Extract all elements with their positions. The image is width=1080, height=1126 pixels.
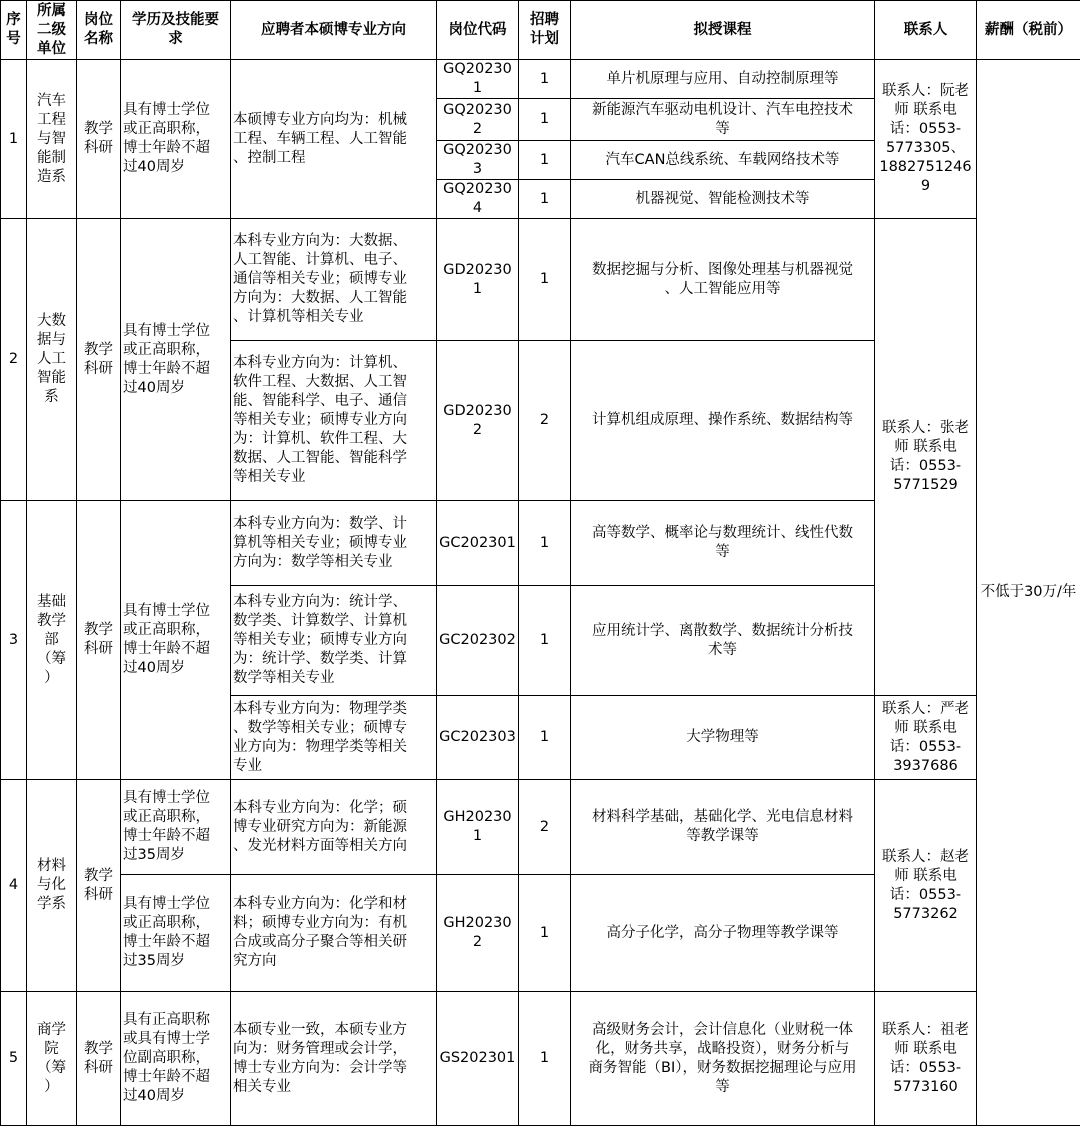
requirement-cell: 具有博士学位 或正高职称， 博士年龄不超 过40周岁: [121, 501, 231, 780]
contact-cell: 联系人：赵老 师 联系电 话：0553- 5773262: [875, 780, 977, 992]
table-row: [1, 992, 1080, 1126]
plan-cell: 1: [519, 141, 571, 180]
contact-cell: 联系人：祖老 师 联系电 话：0553- 5773160: [875, 992, 977, 1126]
plan-cell: 2: [519, 341, 571, 501]
header-salary: 薪酬（税前）: [977, 1, 1080, 60]
unit-cell: 基础 教学 部 （筹 ）: [27, 501, 77, 780]
major-cell: 本科专业方向为：统计学、 数学类、计算数学、计算机 等相关专业；硕博专业方向 为：统计学、数学类、计算 数学等相关专业: [231, 586, 437, 696]
plan-cell: 1: [519, 501, 571, 586]
seq-cell: 5: [1, 992, 27, 1126]
contact-cell: 联系人：张老 师 联系电 话：0553- 5771529: [875, 219, 977, 696]
course-cell: 高级财务会计，会计信息化（业财税一体 化，财务共享，战略投资），财务分析与 商务智能（BI），财务数据挖掘理论与应用 等: [571, 992, 875, 1126]
header-course: 拟授课程: [571, 1, 875, 60]
code-cell: GQ202303: [437, 141, 519, 180]
salary-cell: 不低于30万/年: [977, 60, 1080, 1126]
seq-cell: 1: [1, 60, 27, 219]
course-cell: 机器视觉、智能检测技术等: [571, 180, 875, 219]
code-cell: GS202301: [437, 992, 519, 1126]
unit-cell: 商学 院 （筹 ）: [27, 992, 77, 1126]
code-cell: GD202301: [437, 219, 519, 341]
code-cell: GC202303: [437, 696, 519, 780]
header-requirement: 学历及技能要 求: [121, 1, 231, 60]
plan-cell: 1: [519, 60, 571, 99]
plan-cell: 2: [519, 780, 571, 875]
course-cell: 单片机原理与应用、自动控制原理等: [571, 60, 875, 99]
course-cell: 应用统计学、离散数学、数据统计分析技 术等: [571, 586, 875, 696]
header-position: 岗位 名称: [77, 1, 121, 60]
code-cell: GQ202304: [437, 180, 519, 219]
position-cell: 教学 科研: [77, 501, 121, 780]
position-cell: 教学 科研: [77, 60, 121, 219]
major-cell: 本科专业方向为：化学和材 料；硕博专业方向为：有机 合成或高分子聚合等相关研 究方向: [231, 875, 437, 992]
table-row: [1, 60, 1080, 99]
code-cell: GC202301: [437, 501, 519, 586]
contact-cell: 联系人：阮老 师 联系电 话：0553- 5773305、 18827512469: [875, 60, 977, 219]
plan-cell: 1: [519, 99, 571, 141]
seq-cell: 2: [1, 219, 27, 501]
code-cell: GH202301: [437, 780, 519, 875]
position-cell: 教学 科研: [77, 992, 121, 1126]
plan-cell: 1: [519, 219, 571, 341]
seq-cell: 3: [1, 501, 27, 780]
requirement-cell: 具有博士学位 或正高职称， 博士年龄不超 过35周岁: [121, 780, 231, 875]
header-code: 岗位代码: [437, 1, 519, 60]
course-cell: 新能源汽车驱动电机设计、汽车电控技术 等: [571, 99, 875, 141]
header-plan: 招聘 计划: [519, 1, 571, 60]
course-cell: 计算机组成原理、操作系统、数据结构等: [571, 341, 875, 501]
requirement-cell: 具有正高职称 或具有博士学 位副高职称， 博士年龄不超 过40周岁: [121, 992, 231, 1126]
plan-cell: 1: [519, 992, 571, 1126]
major-cell: 本科专业方向为：化学；硕 博专业研究方向为：新能源 、发光材料方面等相关方向: [231, 780, 437, 875]
major-cell: 本科专业方向为：物理学类 、数学等相关专业；硕博专 业方向为：物理学类等相关 专业: [231, 696, 437, 780]
header-seq: 序号: [1, 1, 27, 60]
position-cell: 教学 科研: [77, 219, 121, 501]
plan-cell: 1: [519, 180, 571, 219]
code-cell: GQ202301: [437, 60, 519, 99]
header-contact: 联系人: [875, 1, 977, 60]
header-unit: 所属 二级 单位: [27, 1, 77, 60]
unit-cell: 汽车 工程 与智 能制 造系: [27, 60, 77, 219]
unit-cell: 大数 据与 人工 智能 系: [27, 219, 77, 501]
table-row: [1, 219, 1080, 341]
seq-cell: 4: [1, 780, 27, 992]
major-cell: 本科专业方向为：计算机、 软件工程、大数据、人工智 能、智能科学、电子、通信 等相关专业；硕博专业方向 为：计算机、软件工程、大 数据、人工智能、智能科学 等相关专业: [231, 341, 437, 501]
course-cell: 材料科学基础，基础化学、光电信息材料 等教学课等: [571, 780, 875, 875]
major-cell: 本硕专业一致，本硕专业方 向为：财务管理或会计学， 博士专业方向为：会计学等 相关专业: [231, 992, 437, 1126]
position-cell: 教学 科研: [77, 780, 121, 992]
course-cell: 汽车CAN总线系统、车载网络技术等: [571, 141, 875, 180]
header-major: 应聘者本硕博专业方向: [231, 1, 437, 60]
code-cell: GD202302: [437, 341, 519, 501]
course-cell: 大学物理等: [571, 696, 875, 780]
plan-cell: 1: [519, 586, 571, 696]
code-cell: GC202302: [437, 586, 519, 696]
unit-cell: 材料 与化 学系: [27, 780, 77, 992]
major-cell: 本硕博专业方向均为：机械 工程、车辆工程、人工智能 、控制工程: [231, 60, 437, 219]
course-cell: 高等数学、概率论与数理统计、线性代数 等: [571, 501, 875, 586]
header-row: [1, 1, 1080, 60]
code-cell: GQ202302: [437, 99, 519, 141]
plan-cell: 1: [519, 875, 571, 992]
requirement-cell: 具有博士学位 或正高职称， 博士年龄不超 过35周岁: [121, 875, 231, 992]
requirement-cell: 具有博士学位 或正高职称， 博士年龄不超 过40周岁: [121, 219, 231, 501]
major-cell: 本科专业方向为：数学、计 算机等相关专业；硕博专业 方向为：数学等相关专业: [231, 501, 437, 586]
contact-cell: 联系人：严老 师 联系电 话：0553- 3937686: [875, 696, 977, 780]
requirement-cell: 具有博士学位 或正高职称， 博士年龄不超 过40周岁: [121, 60, 231, 219]
course-cell: 高分子化学，高分子物理等教学课等: [571, 875, 875, 992]
table-row: [1, 780, 1080, 875]
major-cell: 本科专业方向为：大数据、 人工智能、计算机、电子、 通信等相关专业；硕博专业 方向为：大数据、人工智能 、计算机等相关专业: [231, 219, 437, 341]
code-cell: GH202302: [437, 875, 519, 992]
course-cell: 数据挖掘与分析、图像处理基与机器视觉 、人工智能应用等: [571, 219, 875, 341]
plan-cell: 1: [519, 696, 571, 780]
